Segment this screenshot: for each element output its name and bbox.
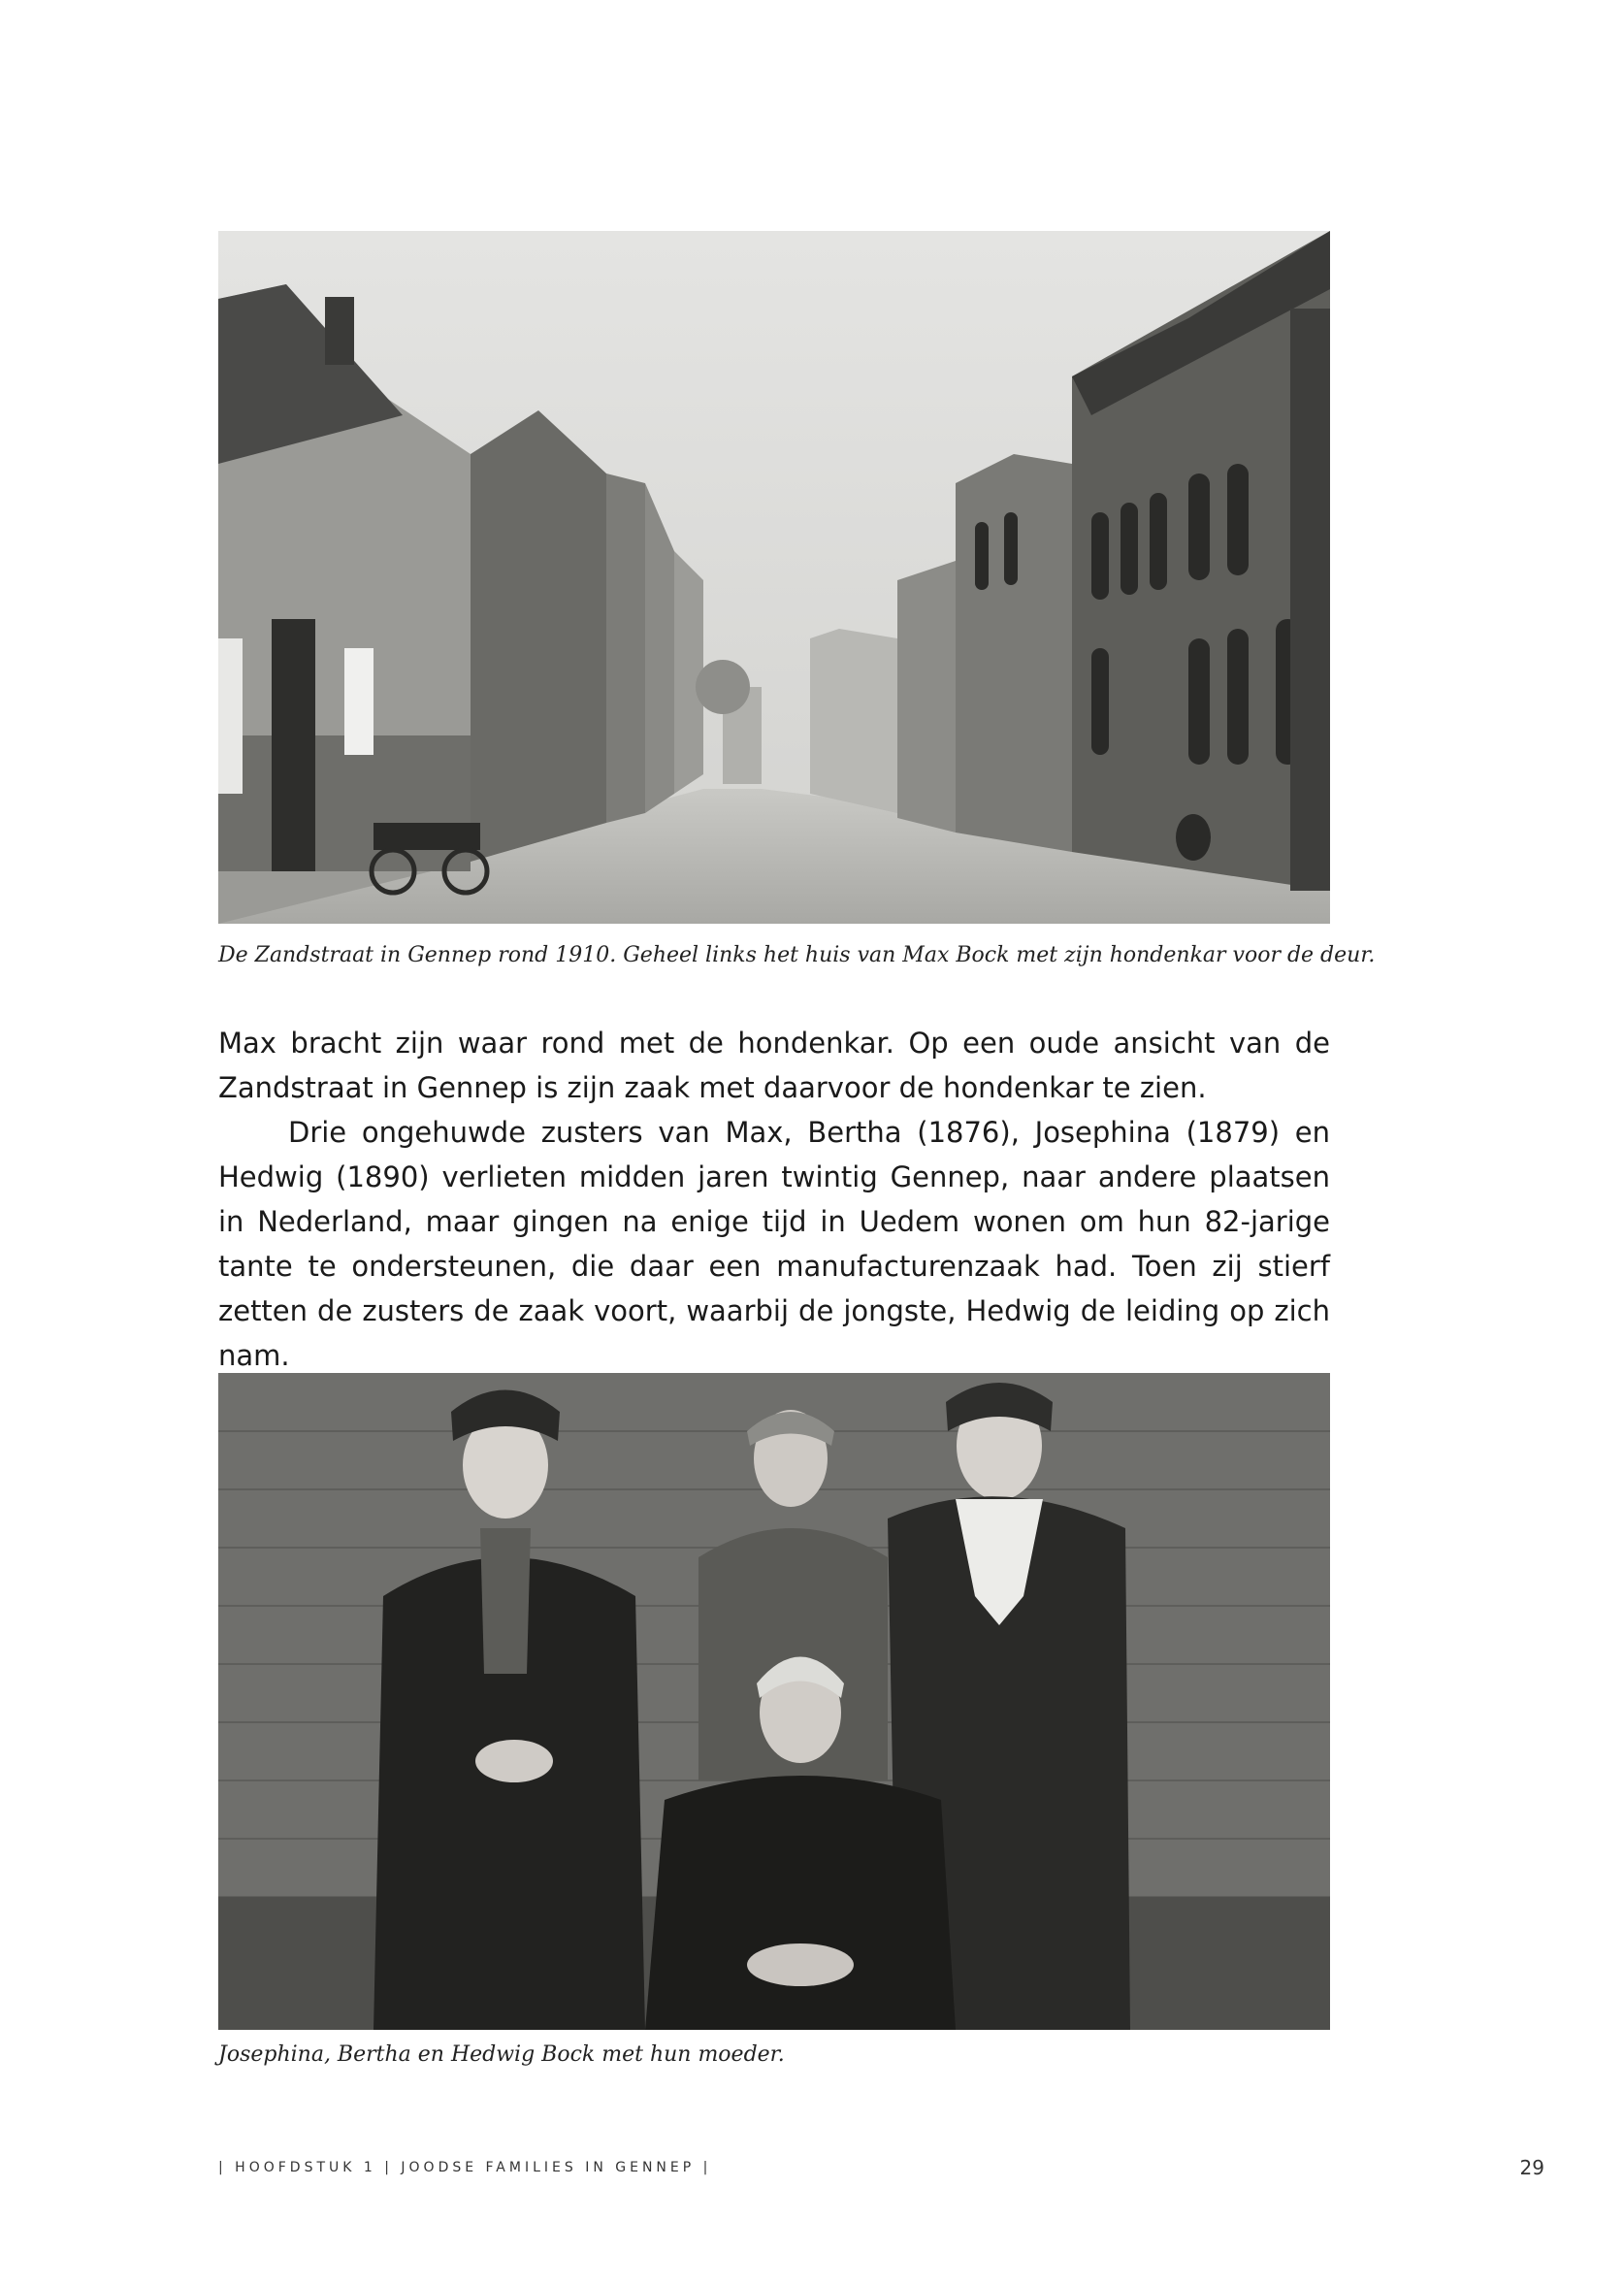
- street-photograph: [218, 231, 1330, 924]
- paragraph-2: Drie ongehuwde zusters van Max, Bertha (1876), Josephina (1879) en Hedwig (1890) verlieten midden jaren twintig Gennep, naar andere plaatsen in Nederland, maar gingen na enige tijd in Uedem wonen om hun 82-jarige tante te ondersteunen, die daar een manufacturenzaak had. Toen zij stierf zetten de zusters de zaak voort, waarbij de jongste, Hedwig de leiding op zich nam.: [218, 1116, 1330, 1372]
- page-number: 29: [1519, 2156, 1544, 2179]
- family-photo-caption: Josephina, Bertha en Hedwig Bock met hun moeder.: [218, 2042, 785, 2067]
- running-footer: | HOOFDSTUK 1 | JOODSE FAMILIES IN GENNEP |: [218, 2160, 712, 2175]
- street-photo-caption: De Zandstraat in Gennep rond 1910. Geheel links het huis van Max Bock met zijn hondenkar voor de deur.: [218, 943, 1376, 967]
- body-text: [218, 1021, 1330, 1378]
- paragraph-1: Max bracht zijn waar rond met de hondenkar. Op een oude ansicht van de Zandstraat in Gennep is zijn zaak met daarvoor de hondenkar te zien.: [218, 1027, 1330, 1104]
- family-photograph: [218, 1373, 1330, 2030]
